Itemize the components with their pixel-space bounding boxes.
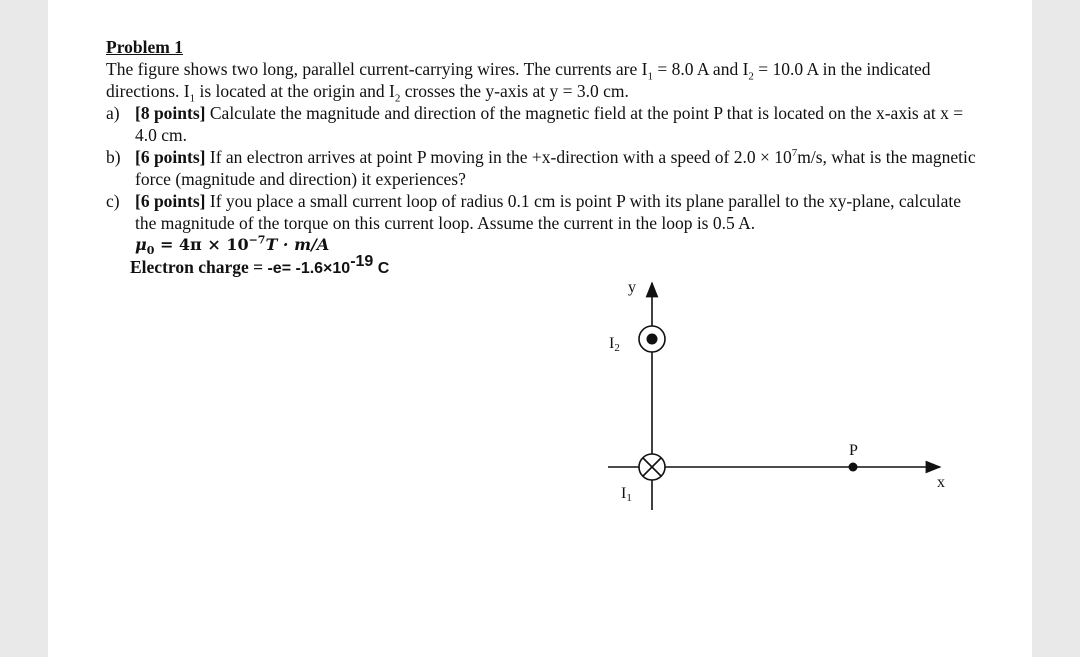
part-a: a) [8 points] Calculate the magnitude and direction of the magnetic field at the point P that is located on the x-axis at x = 4.0 cm. [106,103,964,145]
i1-label: I1 [621,485,632,504]
problem-intro: The figure shows two long, parallel current-carrying wires. The currents are $I_1 = 8.0$ A and $I_2 = 10.0$ A in the indicated directions. $I_1$ is located at the origin and $I_2$ crosses the y-axis at y = 3.0 cm. [106,59,931,105]
y-axis-label: y [628,279,636,296]
wire-figure [48,0,1032,657]
x-axis-label: x [937,474,945,491]
part-c: c) [6 points] If you place a small current loop of radius 0.1 cm is point P with its plane parallel to the xy-plane, calculate the magnitude of the torque on this current loop. Assume the current in the loop is 0.5 A. [106,191,962,233]
mu0-constant: $\mu_0 = 4\pi \times 10^{-7}T \cdot m/A$ [135,233,330,258]
point-p-marker [849,463,858,472]
part-b: b) [6 points] If an electron arrives at point P moving in the +x-direction with a speed of $2.0 \times 10^7m/s$, what is the magnetic force (magnitude and direction) it experiences? [106,147,976,189]
point-p-label: P [849,442,858,459]
wire-i2-out-of-page-icon [639,326,665,352]
electron-charge: Electron charge = $-e= -1.6\times 10^{-19}$ C [130,253,390,277]
document-page [48,0,1032,657]
wire-i1-into-page-icon [639,454,665,480]
problem-title: Problem 1 [106,37,183,57]
i2-label: I2 [609,335,620,354]
